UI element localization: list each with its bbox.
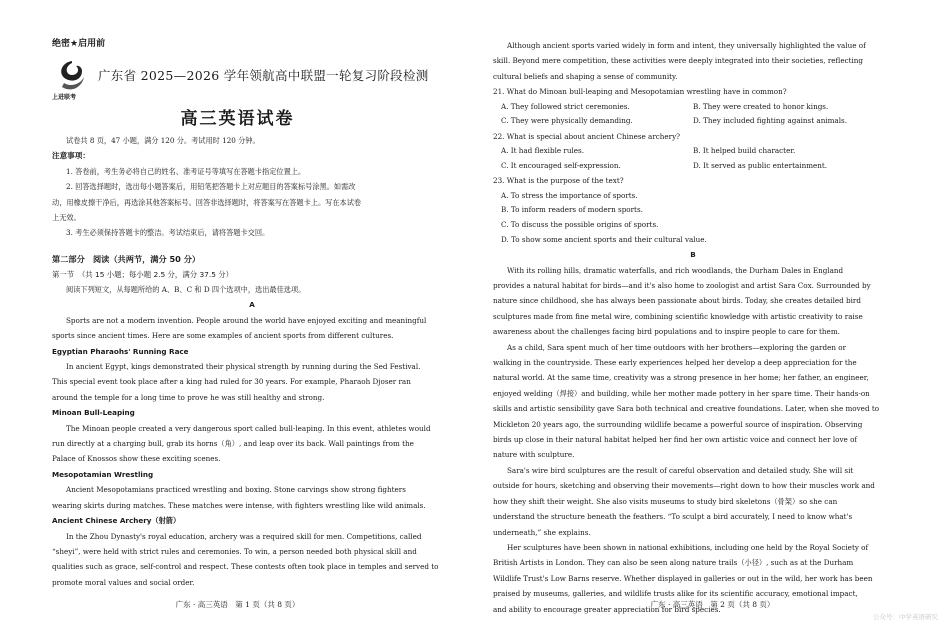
- paragraph-line: awareness about the challenges facing bird populations and to inspire people to care for them.: [493, 327, 840, 337]
- exam-info: 试卷共 8 页，47 小题，满分 120 分。考试用时 120 分钟。: [66, 136, 260, 145]
- paragraph-line: Palace of Knossos show these exciting scenes.: [52, 454, 221, 464]
- instructions-block: [52, 133, 452, 241]
- options-row: [493, 100, 893, 115]
- options-row: [493, 114, 893, 129]
- paragraph-line: underneath,” she explains.: [493, 527, 591, 537]
- paragraph-line: As a child, Sara spent much of her time outdoors with her brothers—exploring the garden or: [507, 342, 847, 352]
- page-footer: 广东 · 高三英语 第 1 页（共 8 页）: [175, 600, 300, 609]
- paragraph-line: natural world. At the same time, creativity was a strong presence in her home; her father, an engineer,: [493, 373, 869, 383]
- paragraph-line: Wildlife Trust's Low Barns reserve. Whether displayed in galleries or out in the wild, her work has been: [493, 573, 873, 583]
- paragraph-line: British Artists in London. They can also be seen along nature trails（小径）, such as at the Durham: [493, 558, 854, 568]
- option: B. To inform readers of modern sports.: [501, 205, 643, 215]
- option: D. They included fighting against animals.: [693, 116, 847, 126]
- notice-item: 2. 回答选择题时，选出每小题答案后，用铅笔把答题卡上对应题目的答案标号涂黑。如需改: [66, 182, 356, 192]
- section-heading: 第一节 （共 15 小题；每小题 2.5 分，满分 37.5 分）: [52, 270, 234, 279]
- paragraph-line: provides a natural habitat for birds—and it's also home to zoologist and artist Sara Cox. Surrounded by: [493, 281, 871, 290]
- option: B. It helped build character.: [693, 146, 796, 156]
- paragraph-line: With its rolling hills, dramatic waterfalls, and rich woodlands, the Durham Dales in England: [507, 265, 844, 275]
- option: B. They were created to honor kings.: [693, 101, 829, 111]
- passage-label: A: [249, 300, 255, 310]
- paragraph-line: around the temple for a long time to prove he was still healthy and strong.: [52, 392, 325, 402]
- paragraph-line: skill. Beyond mere competition, these activities were deeply integrated into their societies, reflecting: [493, 56, 864, 66]
- paragraph-line: enjoyed welding（焊接）and building, while her mother made pottery in her spare time. Their hands-on: [493, 388, 870, 398]
- paragraph-line: In the Zhou Dynasty's royal education, archery was a required skill for men. Competitions, called: [66, 531, 422, 541]
- passage-label: B: [690, 250, 696, 260]
- options-row: [493, 144, 893, 159]
- paragraph-line: nature since childhood, she has always been passionate about birds. Today, she creates detailed bird: [493, 296, 861, 306]
- subheading: Minoan Bull-Leaping: [52, 408, 135, 418]
- reading-section: [52, 252, 452, 590]
- paragraph-line: Sara's wire bird sculptures are the result of careful observation and detailed study. She will sit: [507, 465, 854, 475]
- question-21: 21. What do Minoan bull-leaping and Mesopotamian wrestling have in common?: [493, 87, 787, 97]
- confidential-label: 绝密★启用前: [52, 39, 106, 49]
- page-2: [475, 0, 950, 631]
- reading-continued: [493, 38, 893, 617]
- paragraph-line: In ancient Egypt, kings demonstrated their physical strength by running during the Sed Festival.: [66, 362, 421, 372]
- paragraph-line: sports since ancient times. Here are some examples of ancient sports from different cultures.: [52, 331, 394, 341]
- option: C. They were physically demanding.: [501, 116, 633, 126]
- part-heading: 第二部分 阅读（共两节，满分 50 分）: [52, 254, 201, 264]
- paragraph-line: Ancient Mesopotamians practiced wrestling and boxing. Stone carvings show strong fighters: [66, 485, 406, 495]
- paragraph-line: walking in the countryside. These early experiences helped her develop a deep appreciation for the: [493, 358, 857, 368]
- paragraph-line: cultural beliefs and shaping a sense of community.: [493, 71, 678, 81]
- paragraph-line: nature with sculpture.: [493, 450, 575, 460]
- subject-title: 高三英语试卷: [180, 109, 295, 129]
- subheading: Egyptian Pharaohs' Running Race: [52, 346, 189, 356]
- notice-item-cont: 上无效。: [52, 213, 81, 223]
- paragraph-line: skills and artistic sensibility gave Sara both technical and creative foundations. Later, when she moved to: [493, 404, 880, 414]
- paragraph-line: how they shift their weight. She also visits museums to study bird skeletons（骨架）so she can: [493, 496, 838, 506]
- paragraph-line: and ability to encourage greater appreciation for bird species.: [493, 604, 721, 614]
- paragraph-line: praised by museums, galleries, and wildlife trusts alike for its scientific accuracy, emotional impact,: [493, 589, 858, 599]
- paragraph-line: sculptures made from fine metal wire, combining scientific knowledge with artistic creativity to raise: [493, 311, 863, 321]
- paragraph-line: run directly at a charging bull, grab its horns（角）, and leap over its back. Wall paintings from the: [52, 439, 414, 449]
- paragraph-line: Although ancient sports varied widely in form and intent, they universally highlighted the value of: [507, 41, 866, 50]
- question-23: 23. What is the purpose of the text?: [493, 176, 624, 186]
- option: C. It encouraged self-expression.: [501, 160, 621, 170]
- paragraph-line: promote moral values and social order.: [52, 577, 195, 587]
- notice-item-cont: 动，用橡皮擦干净后，再选涂其他答案标号。回答非选择题时，将答案写在答题卡上。写在本试卷: [52, 197, 362, 207]
- paragraph-line: qualities such as grace, self-control and respect. These contests often took place in temples and served to: [52, 562, 439, 572]
- option: C. To discuss the possible origins of sports.: [501, 220, 659, 229]
- notice-item: 3. 考生必须保持答题卡的整洁。考试结束后，请将答题卡交回。: [66, 228, 270, 238]
- notice-heading: 注意事项：: [52, 151, 90, 161]
- option: A. They followed strict ceremonies.: [501, 101, 630, 111]
- paragraph-line: Mickleton 20 years ago, the surrounding wildlife became a powerful source of inspiration. Observing: [493, 419, 863, 429]
- options-row: [493, 159, 893, 174]
- option: D. To show some ancient sports and their cultural value.: [501, 234, 707, 244]
- paragraph-line: “sheyi”, were held with strict rules and ceremonies. To win, a person needed both physical skill and: [52, 546, 417, 556]
- paragraph-line: Sports are not a modern invention. People around the world have enjoyed exciting and meaningful: [66, 315, 427, 325]
- paragraph-line: wearing skirts during matches. These matches were intense, with fighters wrestling like wild animals.: [52, 500, 426, 510]
- paragraph-line: Her sculptures have been shown in national exhibitions, including one held by the Royal Society of: [507, 542, 869, 552]
- exam-logo-icon: [52, 57, 92, 97]
- paragraph-line: understand the structure beneath the feathers. “To sculpt a bird accurately, I need to know what's: [493, 512, 853, 522]
- watermark: 公众号：中学英语研究: [873, 613, 938, 621]
- page-footer: 广东 · 高三英语 第 2 页（共 8 页）: [650, 600, 775, 609]
- logo-text: 上进联考: [52, 94, 77, 101]
- paragraph-line: The Minoan people created a very dangerous sport called bull-leaping. In this event, athletes would: [66, 423, 431, 433]
- question-22: 22. What is special about ancient Chinese archery?: [493, 131, 681, 141]
- subheading: Ancient Chinese Archery（射箭）: [52, 516, 181, 526]
- option: A. To stress the importance of sports.: [501, 190, 638, 200]
- notice-item: 1. 答卷前，考生务必将自己的姓名、准考证号等填写在答题卡指定位置上。: [66, 166, 306, 176]
- subheading: Mesopotamian Wrestling: [52, 469, 154, 479]
- paragraph-line: birds up close in their natural habitat helped her find her own artistic voice and connect her love of: [493, 435, 858, 445]
- option: A. It had flexible rules.: [501, 146, 585, 156]
- paragraph-line: This special event took place after a king had ruled for 30 years. For example, Pharaoh Djoser ran: [52, 377, 411, 387]
- exam-title: 广东省 2025—2026 学年领航高中联盟一轮复习阶段检测: [98, 68, 429, 83]
- paragraph-line: outside for hours, sketching and observing their movements—right down to how their muscles work and: [493, 481, 875, 491]
- reading-instruction: 阅读下列短文，从每题所给的 A、B、C 和 D 四个选项中，选出最佳选项。: [66, 285, 306, 294]
- option: D. It served as public entertainment.: [693, 160, 828, 170]
